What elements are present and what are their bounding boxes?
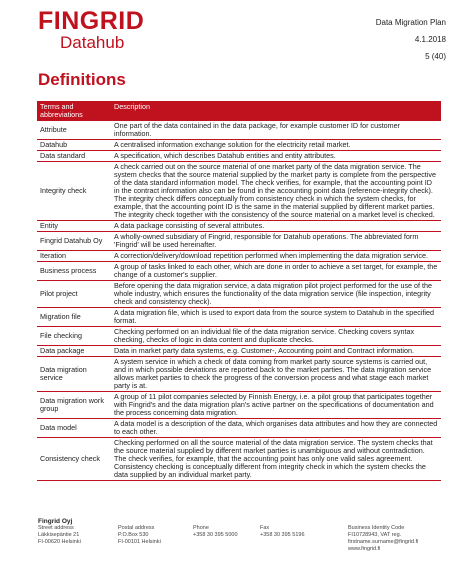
term-cell: Data package — [37, 346, 111, 357]
table-row — [37, 419, 441, 438]
description-cell: A wholly-owned subsidiary of Fingrid, responsible for Datahub operations. The abbreviated form 'Fingrid' will be used hereinafter. — [111, 232, 441, 251]
column-header-terms: Terms and abbreviations — [37, 101, 111, 121]
table-row — [37, 262, 441, 281]
footer-postal-2: FI-00101 Helsinki — [118, 539, 161, 545]
term-cell: Datahub — [37, 140, 111, 151]
column-header-description: Description — [111, 101, 441, 121]
term-cell: Consistency check — [37, 438, 111, 481]
footer-label-street: Street address — [38, 525, 74, 531]
description-cell: A specification, which describes Datahub entities and entity attributes. — [111, 151, 441, 162]
table-row — [37, 281, 441, 308]
description-cell: A group of 11 pilot companies selected by Finnish Energy, i.e. a pilot group that participates together with Fingrid's and the data migration plan's active partner on the specifications of documentation and the process concerning data migration. — [111, 392, 441, 419]
table-row — [37, 140, 441, 151]
footer-label-phone: Phone — [193, 525, 209, 531]
footer-label-bic: Business Identity Code — [348, 525, 405, 531]
description-cell: Data in market party data systems, e.g. Customer-, Accounting point and Contract information. — [111, 346, 441, 357]
footer-bic-1: FI10728943, VAT reg. — [348, 532, 402, 538]
table-row — [37, 151, 441, 162]
description-cell: A check carried out on the source material of one market party of the data migration service. The system checks that the source material supplied by the market party is complete from the perspective of the data standard information model. The check verifies, for example, that the accounting point ID in the contract information also can be found in the accounting point data (reference-integrity check). The integrity check differs conceptually from consistency check in which the system checks, for example, that the accounting point ID is the same in the material supplied by different market parties. The integrity check together with the consistency of the source material on a market level is checked. — [111, 162, 441, 221]
page-number: 5 (40) — [425, 52, 446, 61]
description-cell: A data package consisting of several attributes. — [111, 221, 441, 232]
footer-labels — [38, 525, 442, 532]
footer-bic-3: www.fingrid.fi — [348, 546, 381, 552]
description-cell: A data migration file, which is used to export data from the source system to Datahub in the specified format. — [111, 308, 441, 327]
table-row — [37, 327, 441, 346]
document-meta — [376, 14, 446, 65]
logo-sub-text: Datahub — [60, 33, 125, 52]
doc-title: Data Migration Plan — [375, 18, 446, 27]
footer-postal-1: P.O.Box 530 — [118, 532, 149, 538]
term-cell: File checking — [37, 327, 111, 346]
table-row — [37, 221, 441, 232]
doc-date: 4.1.2018 — [414, 35, 446, 44]
footer-company: Fingrid Oyj — [38, 518, 73, 525]
term-cell: Entity — [37, 221, 111, 232]
page-footer — [38, 518, 442, 553]
table-row — [37, 346, 441, 357]
term-cell: Fingrid Datahub Oy — [37, 232, 111, 251]
term-cell: Iteration — [37, 251, 111, 262]
description-cell: Before opening the data migration service, a data migration pilot project performed for the use of the whole industry, which ensures the functionality of the data migration service (file inspection, integrity check and consistency check). — [111, 281, 441, 308]
table-row — [37, 438, 441, 481]
term-cell: Business process — [37, 262, 111, 281]
term-cell: Data model — [37, 419, 111, 438]
footer-label-fax: Fax — [260, 525, 270, 531]
term-cell: Integrity check — [37, 162, 111, 221]
table-row — [37, 308, 441, 327]
footer-street-2: FI-00620 Helsinki — [38, 539, 81, 545]
term-cell: Data standard — [37, 151, 111, 162]
term-cell: Data migration work group — [37, 392, 111, 419]
description-cell: Checking performed on all the source material of the data migration service. The system checks that the source material supplied by different market parties is unambiguous and without contradiction. The check verifies, for example, that the accounting point has only one valid sales agreement. Consistency checking is conceptually different from integrity check in which the system checks the data supplied by an individual market party. — [111, 438, 441, 481]
description-cell: A system service in which a check of data coming from market party source systems is carried out, and in which possible deviations are reported back to the market parties. The data migration service allows market parties to check the progress of the conversion process and what stage each market party is at. — [111, 357, 441, 392]
footer-values-3 — [38, 546, 442, 553]
term-cell: Attribute — [37, 121, 111, 140]
footer-bic-2: firstname.surname@fingrid.fi — [348, 539, 419, 545]
term-cell: Migration file — [37, 308, 111, 327]
table-row — [37, 251, 441, 262]
description-cell: A centralised information exchange solution for the electricity retail market. — [111, 140, 441, 151]
footer-values-2 — [38, 539, 442, 546]
table-row — [37, 392, 441, 419]
table-row — [37, 162, 441, 221]
description-cell: One part of the data contained in the data package, for example customer ID for customer information. — [111, 121, 441, 140]
table-header-row — [37, 101, 441, 121]
table-row — [37, 232, 441, 251]
table-row — [37, 121, 441, 140]
footer-street-1: Läkkisepäntie 21 — [38, 532, 80, 538]
footer-label-postal: Postal address — [118, 525, 155, 531]
footer-values-1 — [38, 532, 442, 539]
footer-fax: +358 30 395 5196 — [260, 532, 305, 538]
description-cell: Checking performed on an individual file of the data migration service. Checking covers syntax checking, checks of logic in data content and duplicate checks. — [111, 327, 441, 346]
term-cell: Pilot project — [37, 281, 111, 308]
footer-phone: +358 30 395 5000 — [193, 532, 238, 538]
table-row — [37, 357, 441, 392]
logo-main-text: FINGRID — [38, 7, 145, 35]
term-cell: Data migration service — [37, 357, 111, 392]
description-cell: A correction/delivery/download repetition performed when implementing the data migration service. — [111, 251, 441, 262]
section-title: Definitions — [38, 70, 126, 89]
fingrid-logo — [38, 9, 144, 52]
definitions-table — [37, 101, 441, 481]
description-cell: A group of tasks linked to each other, which are done in order to achieve a set target, for example, the change of a customer's supplier. — [111, 262, 441, 281]
description-cell: A data model is a description of the data, which organises data attributes and how they are connected to each other. — [111, 419, 441, 438]
